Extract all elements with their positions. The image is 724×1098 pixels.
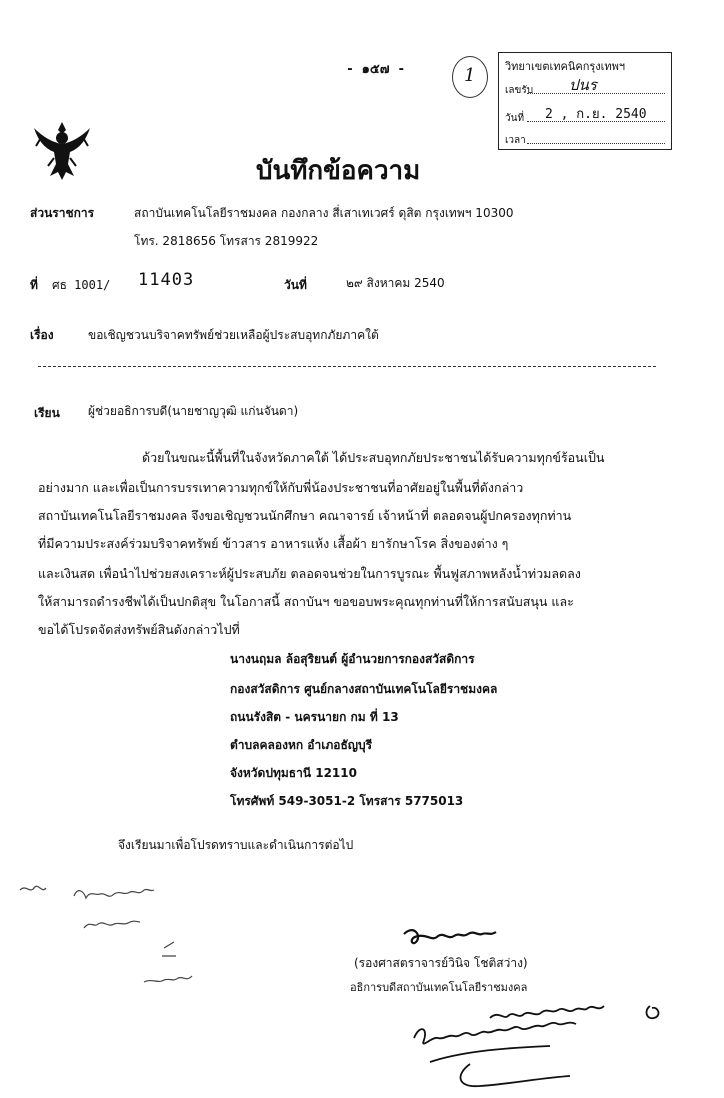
salutation-value: ผู้ช่วยอธิการบดี(นายชาญวุฒิ แก่นจันดา) xyxy=(88,404,299,418)
body-line: ขอได้โปรดจัดส่งทรัพย์สินดังกล่าวไปที่ xyxy=(38,622,240,637)
received-stamp xyxy=(498,52,672,150)
circled-number: 1 xyxy=(464,65,476,86)
salutation-label: เรียน xyxy=(34,406,60,420)
ref-value: ศธ 1001/ xyxy=(52,278,111,292)
body-line: ด้วยในขณะนี้พื้นที่ในจังหวัดภาคใต้ ได้ประสบอุทกภัยประชาชนได้รับความทุกข์ร้อนเป็น xyxy=(142,450,605,465)
signature-mark xyxy=(400,916,510,950)
phone-line: โทร. 2818656 โทรสาร 2819922 xyxy=(134,234,319,248)
date-value: ๒๙ สิงหาคม 2540 xyxy=(346,276,445,290)
stamp-received-label: เลขรับ xyxy=(505,85,534,96)
stamp-date-value: 2 , ก.ย. 2540 xyxy=(545,107,647,122)
stamp-line xyxy=(527,143,665,144)
stamp-org: วิทยาเขตเทคนิคกรุงเทพฯ xyxy=(505,60,626,73)
address-line: ตำบลคลองหก อำเภอธัญบุรี xyxy=(230,738,373,752)
subject-value: ขอเชิญชวนบริจาคทรัพย์ช่วยเหลือผู้ประสบอุทกภัยภาคใต้ xyxy=(88,328,379,342)
address-line: กองสวัสดิการ ศูนย์กลางสถาบันเทคโนโลยีราชมงคล xyxy=(230,682,498,696)
circle-mark xyxy=(452,56,488,98)
body-line: ที่มีความประสงค์ร่วมบริจาคทรัพย์ ข้าวสาร อาหารแห้ง เสื้อผ้า ยารักษาโรค สิ่งของต่าง ๆ xyxy=(38,536,509,551)
stamp-time-label: เวลา xyxy=(505,135,526,146)
signer-title: อธิการบดีสถาบันเทคโนโลยีราชมงคล xyxy=(350,981,528,994)
department-label: ส่วนราชการ xyxy=(30,206,95,220)
handwritten-endorsement xyxy=(400,1002,700,1094)
handwritten-note xyxy=(14,878,254,998)
signer-name: (รองศาสตราจารย์วินิจ โชติสว่าง) xyxy=(354,956,528,970)
ref-number: 11403 xyxy=(138,270,195,290)
stamp-received-value: ปนร xyxy=(569,76,597,94)
address-line: จังหวัดปทุมธานี 12110 xyxy=(230,766,357,780)
department-value: สถาบันเทคโนโลยีราชมงคล กองกลาง สี่เสาเทเวศร์ ดุสิต กรุงเทพฯ 10300 xyxy=(134,206,514,220)
address-line: นางนฤมล ล้อสุริยนต์ ผู้อำนวยการกองสวัสดิการ xyxy=(230,652,475,666)
body-line: อย่างมาก และเพื่อเป็นการบรรเทาความทุกข์ให้กับพี่น้องประชาชนที่อาศัยอยู่ในพื้นที่ดังกล่าว xyxy=(38,480,524,495)
address-line: โทรศัพท์ 549-3051-2 โทรสาร 5775013 xyxy=(230,794,464,808)
body-line: และเงินสด เพื่อนำไปช่วยสงเคราะห์ผู้ประสบภัย ตลอดจนช่วยในการบูรณะ พื้นฟูสภาพหลังน้ำท่วมลดลง xyxy=(38,566,581,581)
garuda-emblem-icon xyxy=(32,118,92,182)
subject-label: เรื่อง xyxy=(30,328,54,342)
date-label: วันที่ xyxy=(284,278,307,292)
page-number: - ๑๕๗ - xyxy=(346,62,406,77)
ref-label: ที่ xyxy=(30,278,38,292)
separator-line xyxy=(38,366,656,367)
closing-text: จึงเรียนมาเพื่อโปรดทราบและดำเนินการต่อไป xyxy=(118,838,354,852)
body-line: ให้สามารถดำรงชีพได้เป็นปกติสุข ในโอกาสนี้ สถาบันฯ ขอขอบพระคุณทุกท่านที่ให้การสนับสนุน และ xyxy=(38,594,574,609)
document-title: บันทึกข้อความ xyxy=(256,156,421,186)
stamp-date-label: วันที่ xyxy=(505,113,525,124)
body-line: สถาบันเทคโนโลยีราชมงคล จึงขอเชิญชวนนักศึกษา คณาจารย์ เจ้าหน้าที่ ตลอดจนผู้ปกครองทุกท่าน xyxy=(38,508,572,523)
address-line: ถนนรังสิต - นครนายก กม ที่ 13 xyxy=(230,710,399,724)
